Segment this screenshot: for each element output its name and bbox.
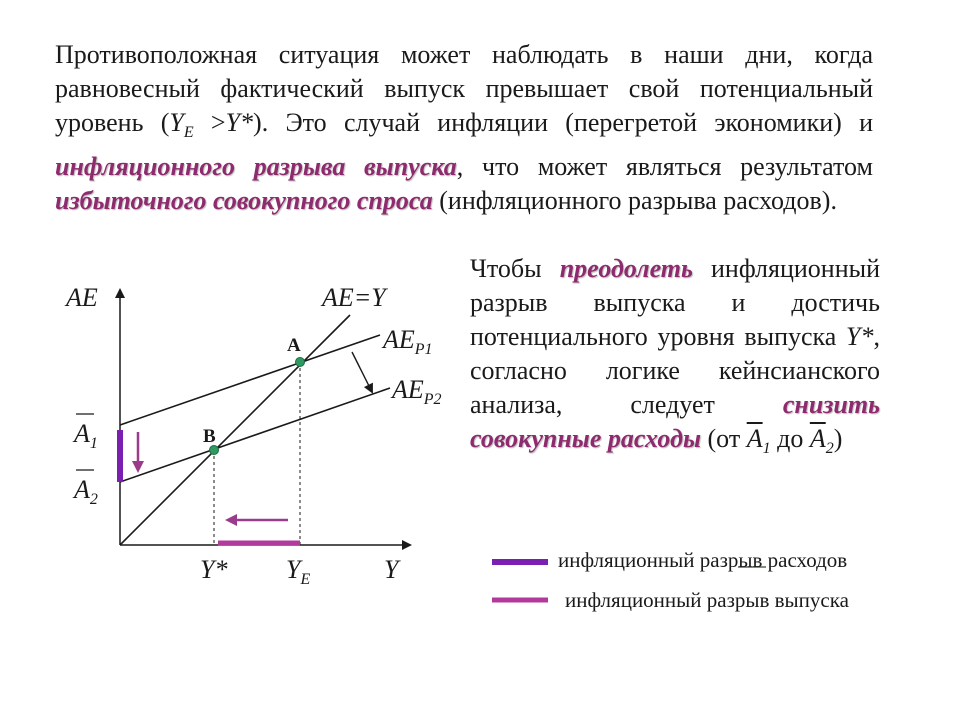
point-b-label: B [203, 426, 216, 447]
ae-equals-y-line [120, 315, 350, 545]
intro-compare: > [193, 108, 226, 137]
intro-text-1: Противоположная ситуация может наблюдать в наши дни, когда равновесный фактический выпуск превышает свой потенциальный уровень ( [55, 40, 873, 137]
legend-label-spending-gap: инфляционный разрыв расходов [558, 548, 848, 572]
intro-text-2: ). Это случай инфляции (перегретой экономики) и [253, 108, 873, 137]
right-text-2: инфляционный разрыв выпуска и достичь потенциального уровня выпуска [470, 254, 880, 351]
ae-p2-line [120, 388, 390, 482]
right-text-4: (от [701, 424, 747, 453]
a2-label: $A_2$ [74, 475, 98, 508]
ae-axis-label: AE [66, 283, 98, 312]
a2-symbol: $\overline{A}_2$ [809, 424, 834, 458]
point-a-label: A [287, 335, 301, 356]
right-text-6: ) [833, 424, 843, 453]
highlight-output-gap: инфляционного разрыва выпуска [55, 152, 457, 182]
right-ystar: Y* [846, 322, 874, 351]
highlight-overcome: преодолеть [559, 254, 693, 283]
a1-symbol: $\overline{A}_1$ [746, 424, 771, 458]
right-text-3: , согласно логике кейнсианского анализа, следует [470, 322, 880, 419]
highlight-reduce-spending: снизить совокупные расходы [470, 390, 880, 453]
highlight-excess-demand: избыточного совокупного спроса [55, 186, 433, 216]
ae-p1-line [120, 335, 380, 425]
point-a-marker [296, 358, 305, 367]
legend-label-output-gap: инфляционный разрыв выпуска [565, 588, 849, 612]
ae-p2-label: $AE_{P2}$ [392, 375, 442, 408]
y-axis-label: Y [384, 555, 399, 584]
ystar-symbol: Y* [225, 108, 254, 137]
shift-arrow [352, 352, 372, 392]
ae-equals-y-label: AE=Y [322, 283, 386, 312]
ae-p1-label: $AE_{P1}$ [383, 325, 433, 358]
ye-symbol: $Y_E$ [169, 108, 194, 142]
intro-text-3: , что может являться результатом [456, 152, 873, 182]
right-text-5: до [770, 424, 810, 453]
a1-label: $A_1$ [74, 419, 98, 452]
intro-text-4: (инфляционного разрыва расходов). [432, 186, 837, 216]
right-text-1: Чтобы [470, 254, 560, 283]
ystar-label: Y* [200, 555, 228, 584]
ye-label: $Y_E$ [286, 555, 311, 588]
